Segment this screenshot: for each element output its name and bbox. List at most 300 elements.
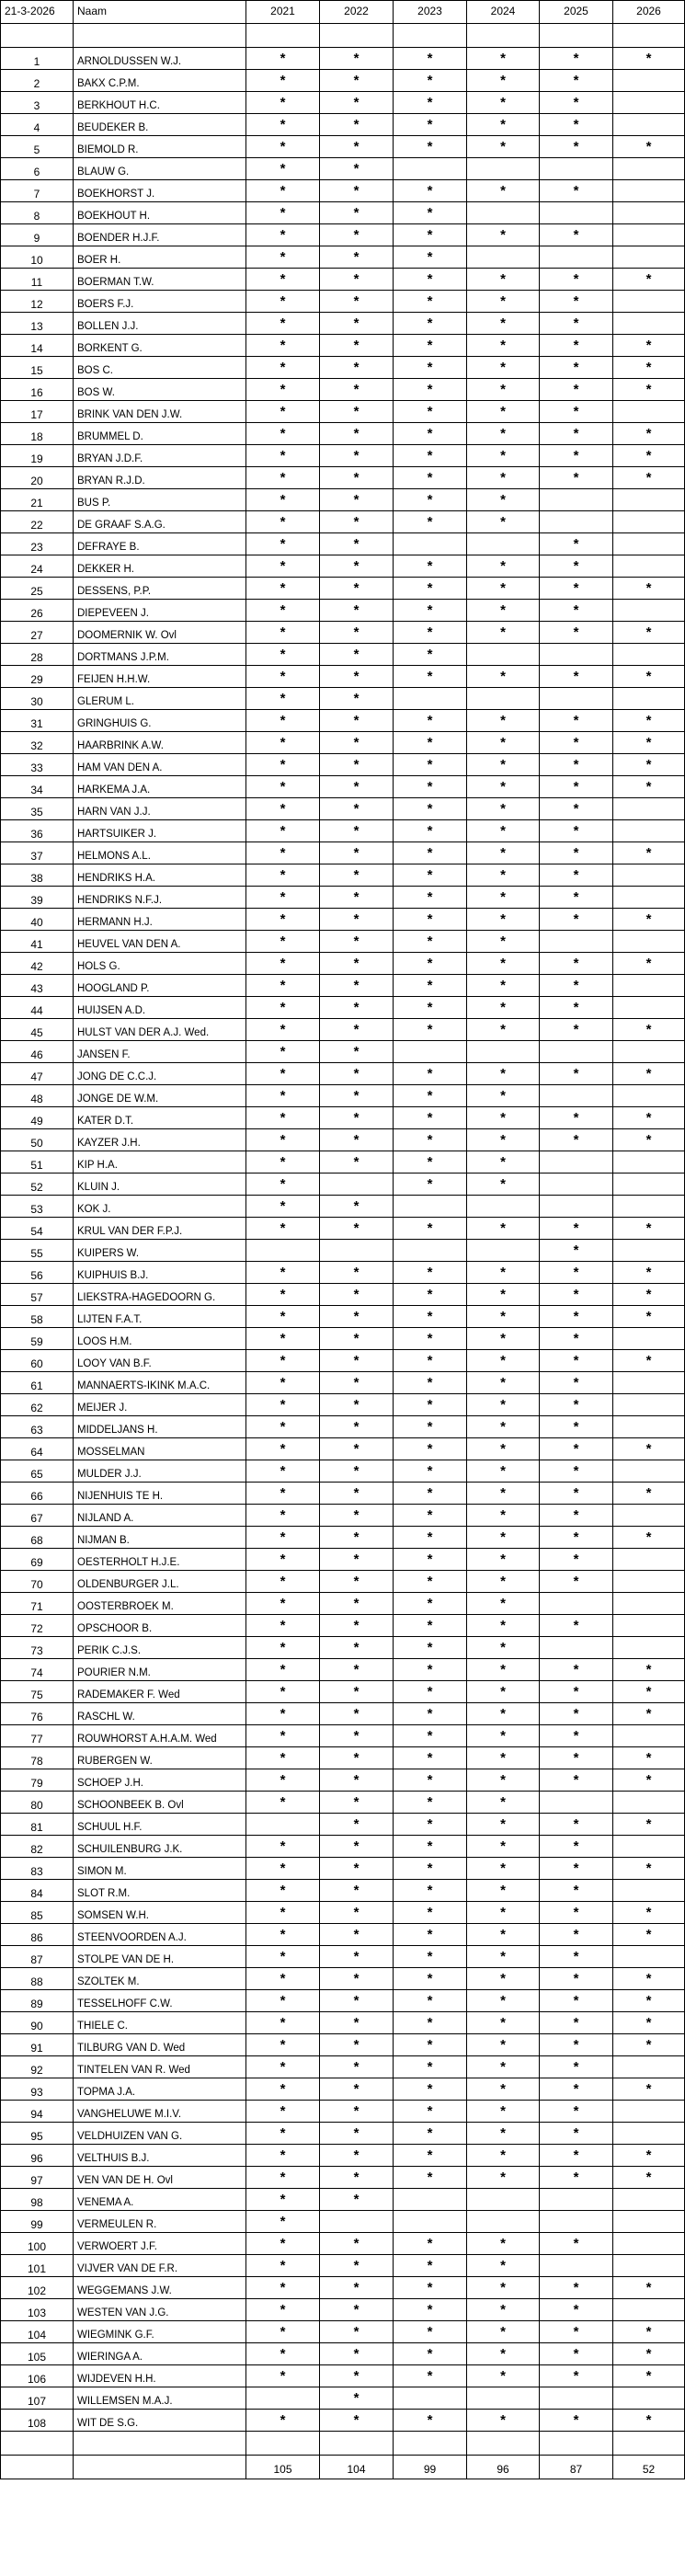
mark-cell-2023: *	[394, 1328, 467, 1350]
table-row	[1, 1703, 685, 1725]
mark-cell-2022: *	[320, 1041, 394, 1063]
mark-cell-2021: *	[246, 2145, 320, 2167]
mark-cell-2022: *	[320, 158, 394, 180]
mark-cell-2021: *	[246, 489, 320, 511]
mark-cell-2024: *	[467, 997, 540, 1019]
mark-cell-2025: *	[540, 622, 613, 644]
mark-cell-2022: *	[320, 246, 394, 269]
mark-cell-2026	[613, 511, 685, 533]
mark-cell-2023: *	[394, 1483, 467, 1505]
mark-cell-2022: *	[320, 1284, 394, 1306]
mark-cell-2026	[613, 931, 685, 953]
row-number: 55	[1, 1240, 74, 1262]
member-name: WIERINGA A.	[74, 2343, 246, 2365]
mark-cell-2023: *	[394, 2123, 467, 2145]
mark-cell-2022: *	[320, 666, 394, 688]
mark-cell-2026	[613, 246, 685, 269]
mark-cell-2022: *	[320, 1350, 394, 1372]
mark-cell-2022: *	[320, 2101, 394, 2123]
mark-cell-2025: *	[540, 887, 613, 909]
mark-cell-2025: *	[540, 1483, 613, 1505]
mark-cell-2025: *	[540, 180, 613, 202]
mark-cell-2025	[540, 1151, 613, 1174]
row-number: 42	[1, 953, 74, 975]
mark-cell-2021: *	[246, 2365, 320, 2387]
mark-cell-2023: *	[394, 1438, 467, 1460]
mark-cell-2026	[613, 2233, 685, 2255]
mark-cell-2022: *	[320, 1659, 394, 1681]
row-number: 82	[1, 1836, 74, 1858]
table-row	[1, 1527, 685, 1549]
mark-cell-2026	[613, 1725, 685, 1747]
row-number: 81	[1, 1814, 74, 1836]
mark-cell-2025: *	[540, 1968, 613, 1990]
mark-cell-2024: *	[467, 1769, 540, 1792]
mark-cell-2022: *	[320, 1924, 394, 1946]
row-number: 48	[1, 1085, 74, 1107]
year-header-2022: 2022	[320, 1, 394, 24]
mark-cell-2021: *	[246, 1902, 320, 1924]
table-row	[1, 1438, 685, 1460]
mark-cell-2024: *	[467, 953, 540, 975]
member-name: KRUL VAN DER F.P.J.	[74, 1218, 246, 1240]
mark-cell-2023: *	[394, 401, 467, 423]
mark-cell-2025: *	[540, 2145, 613, 2167]
member-name: MANNAERTS-IKINK M.A.C.	[74, 1372, 246, 1394]
table-row	[1, 1593, 685, 1615]
mark-cell-2021: *	[246, 2123, 320, 2145]
table-row	[1, 1902, 685, 1924]
mark-cell-2026: *	[613, 1306, 685, 1328]
member-name: BOS C.	[74, 357, 246, 379]
member-name: JANSEN F.	[74, 1041, 246, 1063]
row-number: 29	[1, 666, 74, 688]
member-name: DIEPEVEEN J.	[74, 600, 246, 622]
row-number: 97	[1, 2167, 74, 2189]
mark-cell-2021: *	[246, 1571, 320, 1593]
mark-cell-2022: *	[320, 975, 394, 997]
mark-cell-2025: *	[540, 1505, 613, 1527]
member-name: JONG DE C.C.J.	[74, 1063, 246, 1085]
row-number: 21	[1, 489, 74, 511]
table-row	[1, 732, 685, 754]
mark-cell-2024: *	[467, 798, 540, 820]
mark-cell-2024: *	[467, 467, 540, 489]
row-number: 40	[1, 909, 74, 931]
mark-cell-2022: *	[320, 798, 394, 820]
member-name: DE GRAAF S.A.G.	[74, 511, 246, 533]
member-name: BRUMMEL D.	[74, 423, 246, 445]
table-row	[1, 754, 685, 776]
row-number: 85	[1, 1902, 74, 1924]
table-row	[1, 2211, 685, 2233]
mark-cell-2025: *	[540, 953, 613, 975]
mark-cell-2024: *	[467, 578, 540, 600]
mark-cell-2025: *	[540, 842, 613, 864]
mark-cell-2024: *	[467, 224, 540, 246]
mark-cell-2025	[540, 2255, 613, 2277]
table-row	[1, 1019, 685, 1041]
row-number: 1	[1, 48, 74, 70]
mark-cell-2021: *	[246, 2034, 320, 2056]
member-name: HOLS G.	[74, 953, 246, 975]
row-number: 104	[1, 2321, 74, 2343]
member-name: NIJENHUIS TE H.	[74, 1483, 246, 1505]
mark-cell-2026	[613, 1792, 685, 1814]
mark-cell-2023: *	[394, 2299, 467, 2321]
mark-cell-2024: *	[467, 1085, 540, 1107]
member-name: SIMON M.	[74, 1858, 246, 1880]
member-name: OESTERHOLT H.J.E.	[74, 1549, 246, 1571]
mark-cell-2023: *	[394, 1129, 467, 1151]
mark-cell-2023: *	[394, 776, 467, 798]
mark-cell-2023	[394, 1240, 467, 1262]
mark-cell-2021: *	[246, 1836, 320, 1858]
mark-cell-2022: *	[320, 1129, 394, 1151]
mark-cell-2024: *	[467, 1483, 540, 1505]
member-name: KOK J.	[74, 1196, 246, 1218]
mark-cell-2024: *	[467, 1637, 540, 1659]
mark-cell-2024	[467, 202, 540, 224]
row-number: 106	[1, 2365, 74, 2387]
mark-cell-2025: *	[540, 1416, 613, 1438]
member-name: HERMANN H.J.	[74, 909, 246, 931]
mark-cell-2022: *	[320, 732, 394, 754]
table-row	[1, 842, 685, 864]
member-name: STEENVOORDEN A.J.	[74, 1924, 246, 1946]
mark-cell-2026	[613, 820, 685, 842]
mark-cell-2022: *	[320, 1880, 394, 1902]
mark-cell-2026	[613, 1196, 685, 1218]
mark-cell-2023: *	[394, 511, 467, 533]
row-number: 3	[1, 92, 74, 114]
mark-cell-2026: *	[613, 1063, 685, 1085]
year-header-2025: 2025	[540, 1, 613, 24]
member-name: VELTHUIS B.J.	[74, 2145, 246, 2167]
mark-cell-2025	[540, 158, 613, 180]
mark-cell-2024	[467, 533, 540, 555]
mark-cell-2026: *	[613, 2034, 685, 2056]
member-name: LIJTEN F.A.T.	[74, 1306, 246, 1328]
mark-cell-2025: *	[540, 2012, 613, 2034]
mark-cell-2025: *	[540, 335, 613, 357]
table-row	[1, 489, 685, 511]
mark-cell-2024: *	[467, 1659, 540, 1681]
row-number: 83	[1, 1858, 74, 1880]
table-row	[1, 688, 685, 710]
mark-cell-2025: *	[540, 2299, 613, 2321]
row-number: 23	[1, 533, 74, 555]
mark-cell-2023	[394, 1041, 467, 1063]
mark-cell-2024: *	[467, 2034, 540, 2056]
member-name: OLDENBURGER J.L.	[74, 1571, 246, 1593]
mark-cell-2024: *	[467, 555, 540, 578]
mark-cell-2021: *	[246, 997, 320, 1019]
mark-cell-2025: *	[540, 2167, 613, 2189]
mark-cell-2023: *	[394, 92, 467, 114]
mark-cell-2026: *	[613, 136, 685, 158]
mark-cell-2023: *	[394, 313, 467, 335]
mark-cell-2021: *	[246, 158, 320, 180]
mark-cell-2024: *	[467, 1063, 540, 1085]
table-row	[1, 1218, 685, 1240]
mark-cell-2021: *	[246, 578, 320, 600]
mark-cell-2025: *	[540, 2343, 613, 2365]
mark-cell-2026	[613, 1836, 685, 1858]
member-name: VIJVER VAN DE F.R.	[74, 2255, 246, 2277]
mark-cell-2025: *	[540, 1946, 613, 1968]
mark-cell-2021: *	[246, 1681, 320, 1703]
member-name: STOLPE VAN DE H.	[74, 1946, 246, 1968]
table-row	[1, 1637, 685, 1659]
member-name: ROUWHORST A.H.A.M. Wed	[74, 1725, 246, 1747]
member-name: WIJDEVEN H.H.	[74, 2365, 246, 2387]
mark-cell-2024: *	[467, 1284, 540, 1306]
mark-cell-2021: *	[246, 2255, 320, 2277]
mark-cell-2023: *	[394, 578, 467, 600]
mark-cell-2024: *	[467, 975, 540, 997]
mark-cell-2021: *	[246, 1063, 320, 1085]
row-number: 89	[1, 1990, 74, 2012]
mark-cell-2021: *	[246, 2277, 320, 2299]
table-row	[1, 2078, 685, 2101]
mark-cell-2023: *	[394, 1107, 467, 1129]
mark-cell-2025: *	[540, 2101, 613, 2123]
mark-cell-2022: *	[320, 2078, 394, 2101]
row-number: 17	[1, 401, 74, 423]
mark-cell-2025: *	[540, 467, 613, 489]
row-number: 34	[1, 776, 74, 798]
mark-cell-2024: *	[467, 710, 540, 732]
mark-cell-2024	[467, 246, 540, 269]
mark-cell-2026: *	[613, 1703, 685, 1725]
mark-cell-2022: *	[320, 931, 394, 953]
mark-cell-2021: *	[246, 114, 320, 136]
row-number: 47	[1, 1063, 74, 1085]
mark-cell-2025: *	[540, 710, 613, 732]
table-row	[1, 1416, 685, 1438]
mark-cell-2025: *	[540, 975, 613, 997]
table-row	[1, 644, 685, 666]
mark-cell-2021: *	[246, 1218, 320, 1240]
mark-cell-2023: *	[394, 2167, 467, 2189]
mark-cell-2023: *	[394, 1085, 467, 1107]
mark-cell-2022: *	[320, 1769, 394, 1792]
table-row	[1, 1747, 685, 1769]
row-number: 92	[1, 2056, 74, 2078]
mark-cell-2023: *	[394, 1527, 467, 1549]
mark-cell-2022: *	[320, 533, 394, 555]
row-number: 71	[1, 1593, 74, 1615]
row-number: 102	[1, 2277, 74, 2299]
mark-cell-2025	[540, 931, 613, 953]
row-number: 5	[1, 136, 74, 158]
mark-cell-2025: *	[540, 776, 613, 798]
mark-cell-2021: *	[246, 1438, 320, 1460]
member-name: HENDRIKS H.A.	[74, 864, 246, 887]
mark-cell-2025: *	[540, 1019, 613, 1041]
table-row	[1, 1968, 685, 1990]
mark-cell-2021: *	[246, 1460, 320, 1483]
mark-cell-2021: *	[246, 1041, 320, 1063]
mark-cell-2025: *	[540, 533, 613, 555]
mark-cell-2022: *	[320, 1063, 394, 1085]
mark-cell-2026	[613, 1394, 685, 1416]
table-row	[1, 423, 685, 445]
mark-cell-2023: *	[394, 644, 467, 666]
member-name: BOER H.	[74, 246, 246, 269]
member-name: VENEMA A.	[74, 2189, 246, 2211]
mark-cell-2024	[467, 688, 540, 710]
mark-cell-2021: *	[246, 688, 320, 710]
table-row	[1, 1063, 685, 1085]
mark-cell-2026	[613, 644, 685, 666]
mark-cell-2021: *	[246, 401, 320, 423]
mark-cell-2021: *	[246, 70, 320, 92]
mark-cell-2022: *	[320, 423, 394, 445]
mark-cell-2026: *	[613, 953, 685, 975]
mark-cell-2026: *	[613, 1107, 685, 1129]
mark-cell-2023: *	[394, 1880, 467, 1902]
table-row	[1, 1350, 685, 1372]
year-header-2023: 2023	[394, 1, 467, 24]
row-number: 41	[1, 931, 74, 953]
mark-cell-2026	[613, 1460, 685, 1483]
mark-cell-2021: *	[246, 798, 320, 820]
mark-cell-2023: *	[394, 975, 467, 997]
mark-cell-2026	[613, 1615, 685, 1637]
mark-cell-2022: *	[320, 2145, 394, 2167]
mark-cell-2022: *	[320, 379, 394, 401]
mark-cell-2025: *	[540, 1438, 613, 1460]
mark-cell-2021: *	[246, 1924, 320, 1946]
mark-cell-2026	[613, 1085, 685, 1107]
mark-cell-2023: *	[394, 1792, 467, 1814]
mark-cell-2026: *	[613, 1483, 685, 1505]
mark-cell-2025: *	[540, 379, 613, 401]
mark-cell-2024: *	[467, 1681, 540, 1703]
member-name: VEN VAN DE H. Ovl	[74, 2167, 246, 2189]
row-number: 10	[1, 246, 74, 269]
member-name: BRYAN J.D.F.	[74, 445, 246, 467]
mark-cell-2026	[613, 2056, 685, 2078]
mark-cell-2024: *	[467, 1527, 540, 1549]
row-number: 6	[1, 158, 74, 180]
row-number: 37	[1, 842, 74, 864]
mark-cell-2023: *	[394, 114, 467, 136]
mark-cell-2021: *	[246, 1129, 320, 1151]
table-row	[1, 511, 685, 533]
mark-cell-2023: *	[394, 2034, 467, 2056]
mark-cell-2023: *	[394, 1262, 467, 1284]
year-header-2021: 2021	[246, 1, 320, 24]
mark-cell-2024: *	[467, 357, 540, 379]
member-name: SCHUUL H.F.	[74, 1814, 246, 1836]
row-number: 20	[1, 467, 74, 489]
mark-cell-2025: *	[540, 2123, 613, 2145]
row-number: 88	[1, 1968, 74, 1990]
member-name: VANGHELUWE M.I.V.	[74, 2101, 246, 2123]
mark-cell-2026	[613, 798, 685, 820]
mark-cell-2026	[613, 1174, 685, 1196]
mark-cell-2026	[613, 1549, 685, 1571]
mark-cell-2024: *	[467, 1328, 540, 1350]
row-number: 16	[1, 379, 74, 401]
mark-cell-2025: *	[540, 1902, 613, 1924]
row-number: 62	[1, 1394, 74, 1416]
member-name: DEFRAYE B.	[74, 533, 246, 555]
table-row	[1, 2255, 685, 2277]
table-row	[1, 1946, 685, 1968]
mark-cell-2025	[540, 1792, 613, 1814]
mark-cell-2021: *	[246, 1792, 320, 1814]
mark-cell-2026: *	[613, 1262, 685, 1284]
mark-cell-2021: *	[246, 1284, 320, 1306]
mark-cell-2026: *	[613, 754, 685, 776]
table-row	[1, 2189, 685, 2211]
member-name: SCHOEP J.H.	[74, 1769, 246, 1792]
total-2022: 104	[320, 2456, 394, 2479]
table-row	[1, 555, 685, 578]
mark-cell-2024: *	[467, 1306, 540, 1328]
member-name: BEUDEKER B.	[74, 114, 246, 136]
empty-row	[1, 24, 685, 48]
row-number: 76	[1, 1703, 74, 1725]
row-number: 100	[1, 2233, 74, 2255]
member-name: SOMSEN W.H.	[74, 1902, 246, 1924]
mark-cell-2026	[613, 291, 685, 313]
mark-cell-2023: *	[394, 269, 467, 291]
mark-cell-2023: *	[394, 246, 467, 269]
mark-cell-2021: *	[246, 1659, 320, 1681]
mark-cell-2022: *	[320, 2299, 394, 2321]
mark-cell-2026	[613, 1571, 685, 1593]
mark-cell-2026: *	[613, 1350, 685, 1372]
mark-cell-2026	[613, 1416, 685, 1438]
table-row	[1, 357, 685, 379]
mark-cell-2022: *	[320, 1725, 394, 1747]
mark-cell-2023: *	[394, 2277, 467, 2299]
mark-cell-2024: *	[467, 2012, 540, 2034]
mark-cell-2025: *	[540, 401, 613, 423]
mark-cell-2024: *	[467, 335, 540, 357]
row-number: 64	[1, 1438, 74, 1460]
member-name: SLOT R.M.	[74, 1880, 246, 1902]
mark-cell-2026: *	[613, 1747, 685, 1769]
mark-cell-2022: *	[320, 511, 394, 533]
mark-cell-2024: *	[467, 1814, 540, 1836]
member-name: HARN VAN J.J.	[74, 798, 246, 820]
mark-cell-2026	[613, 489, 685, 511]
member-name: SZOLTEK M.	[74, 1968, 246, 1990]
member-name: VELDHUIZEN VAN G.	[74, 2123, 246, 2145]
row-number: 86	[1, 1924, 74, 1946]
mark-cell-2025: *	[540, 1571, 613, 1593]
mark-cell-2021: *	[246, 2410, 320, 2432]
mark-cell-2022: *	[320, 1151, 394, 1174]
mark-cell-2026	[613, 1593, 685, 1615]
row-number: 13	[1, 313, 74, 335]
mark-cell-2026: *	[613, 379, 685, 401]
mark-cell-2021: *	[246, 202, 320, 224]
member-name: RADEMAKER F. Wed	[74, 1681, 246, 1703]
mark-cell-2023: *	[394, 1814, 467, 1836]
table-row	[1, 2299, 685, 2321]
mark-cell-2022: *	[320, 70, 394, 92]
mark-cell-2022: *	[320, 1328, 394, 1350]
row-number: 19	[1, 445, 74, 467]
mark-cell-2021	[246, 1240, 320, 1262]
